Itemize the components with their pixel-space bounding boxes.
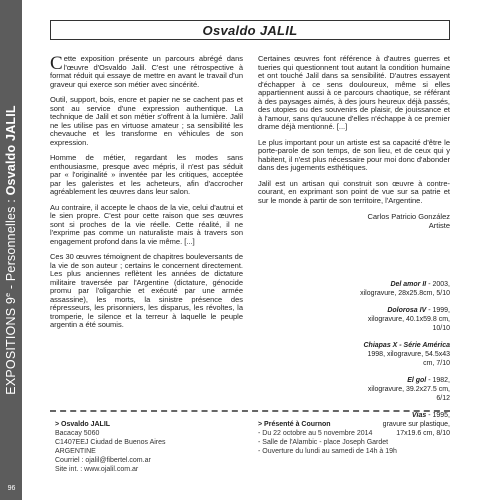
contact-website: Site int. : www.ojalil.com.ar (55, 466, 139, 473)
page-title: Osvaldo JALIL (202, 22, 298, 38)
dashed-divider (50, 410, 450, 412)
presented-block (258, 420, 397, 456)
paragraph: Jalil est un artisan qui construit son œuvre à contre-courant, en exprimant son point de vue sur sa patrie et sur le monde à partir de son territoire, l'Argentine. (258, 178, 450, 205)
contact-address-line: C1407EEJ Ciudad de Buenos Aires (55, 439, 166, 446)
paragraph: Le plus important pour un artiste est sa capacité d'être le porte-parole de son temps, de son lieu, et de ceux qui y habitent, il n'est plus nécessaire pour moi donc d'abonder dans des jugements esthétiques. (258, 137, 450, 172)
paragraph: Outil, support, bois, encre et papier ne se cachent pas et sont au service d'une expression authentique. La technique de Jalil et son métier s'offrent à la lumière. Jalil ne les utilise pas en virtuose amateur ; sa sensibilité les chevauche et les transforme en véhicules de son expression. (50, 95, 243, 147)
title-box (50, 20, 450, 40)
signature-name: Carlos Patricio González (367, 212, 450, 221)
page-number: 96 (7, 485, 16, 492)
work-item: El gol - 1982, xilogravure, 39.2x27.5 cm, 6/12 (367, 377, 450, 402)
contact-address-line: Bacacay 5060 (55, 430, 100, 437)
work-item: Del amor II - 2003, xilogravure, 28x25.8cm, 5/10 (360, 281, 450, 297)
signature (258, 212, 450, 230)
work-item: Dolorosa IV - 1999, xilogravure, 40.1x59.8 cm, 10/10 (367, 307, 450, 332)
presented-hours: - Ouverture du lundi au samedi de 14h à 19h (258, 448, 397, 455)
right-column (258, 55, 450, 230)
signature-role: Artiste (428, 221, 450, 230)
paragraph: Au contraire, il accepte le chaos de la vie, celui d'autrui et le sien propre. C'est pour cette raison que ses œuvres sont si proches de la vie réelle. Cette réalité, il ne l'exprime pas comme un naturaliste mais à travers son engagement profond dans la vie même. [...] (50, 202, 243, 246)
contact-heading: > Osvaldo JALIL (55, 421, 111, 428)
paragraph: Ces 30 œuvres témoignent de chapitres bouleversants de la vie de son auteur ; certains le concernent directement. Les plus anciennes reflètent les années de dictature militaire traversée par l'Argentine (dictature, génocide promu par l'oligarchie et exécuté par une armée assassine), les morts, la sinistre présence des répresseurs, les prisonniers, les disparus, les révoltes, la tromperie, le silence et la terreur à laquelle le peuple argentin a été soumis. (50, 252, 243, 329)
contact-country: ARGENTINE (55, 448, 96, 455)
left-column (50, 55, 243, 337)
contact-block (55, 420, 166, 474)
paragraph: Cette exposition présente un parcours abrégé dans l'œuvre d'Osvaldo Jalil. C'est une rétrospective à format réduit qui essaye de mettre en avant le travail d'un graveur qui exerce son métier avec sincérité. (50, 53, 243, 89)
work-item: Chiapas X - Série América 1998, xilogravure, 54.5x43 cm, 7/10 (363, 342, 450, 367)
sidebar-artist-name: Osvaldo JALIL (4, 105, 18, 196)
sidebar-section-label: EXPOSITIONS 9e - Personnelles : Osvaldo JALIL (4, 105, 18, 395)
paragraph: Certaines œuvres font référence à d'autres guerres et tueries qui questionnent tout autant la condition humaine et ont touché Jalil dans sa sensibilité. D'autres essayent d'échapper à ce sens douloureux, même si elles appartiennent aussi à ce parcours chaotique, se référant à des paysages aimés, à des jours heureux déjà passés, des utopies ou des souvenirs de plaisir, de jouissance et à l'amour, sans qu'aucune d'elles n'échappe à ce premier drame déjà mentionné. [...] (258, 54, 450, 131)
work-item: Vías - 1995, gravure sur plastique, 17x19.6 cm, 8/10 (382, 412, 450, 437)
presented-venue: - Salle de l'Alambic - place Joseph Gardet (258, 439, 389, 446)
contact-email: Courriel : ojalil@fibertel.com.ar (55, 457, 151, 464)
presented-heading: > Présenté à Cournon (258, 421, 331, 428)
sidebar (0, 0, 22, 500)
drop-cap: C (50, 53, 63, 74)
paragraph: Homme de métier, regardant les modes sans enthousiasme, presque avec mépris, il n'est pas séduit par « l'originalité » inventée par les critiques, acceptée par les galeristes et les acheteurs, afin d'accrocher agréablement les œuvres dans leur salon. (50, 153, 243, 196)
presented-dates: - Du 22 octobre au 5 novembre 2014 (258, 430, 373, 437)
